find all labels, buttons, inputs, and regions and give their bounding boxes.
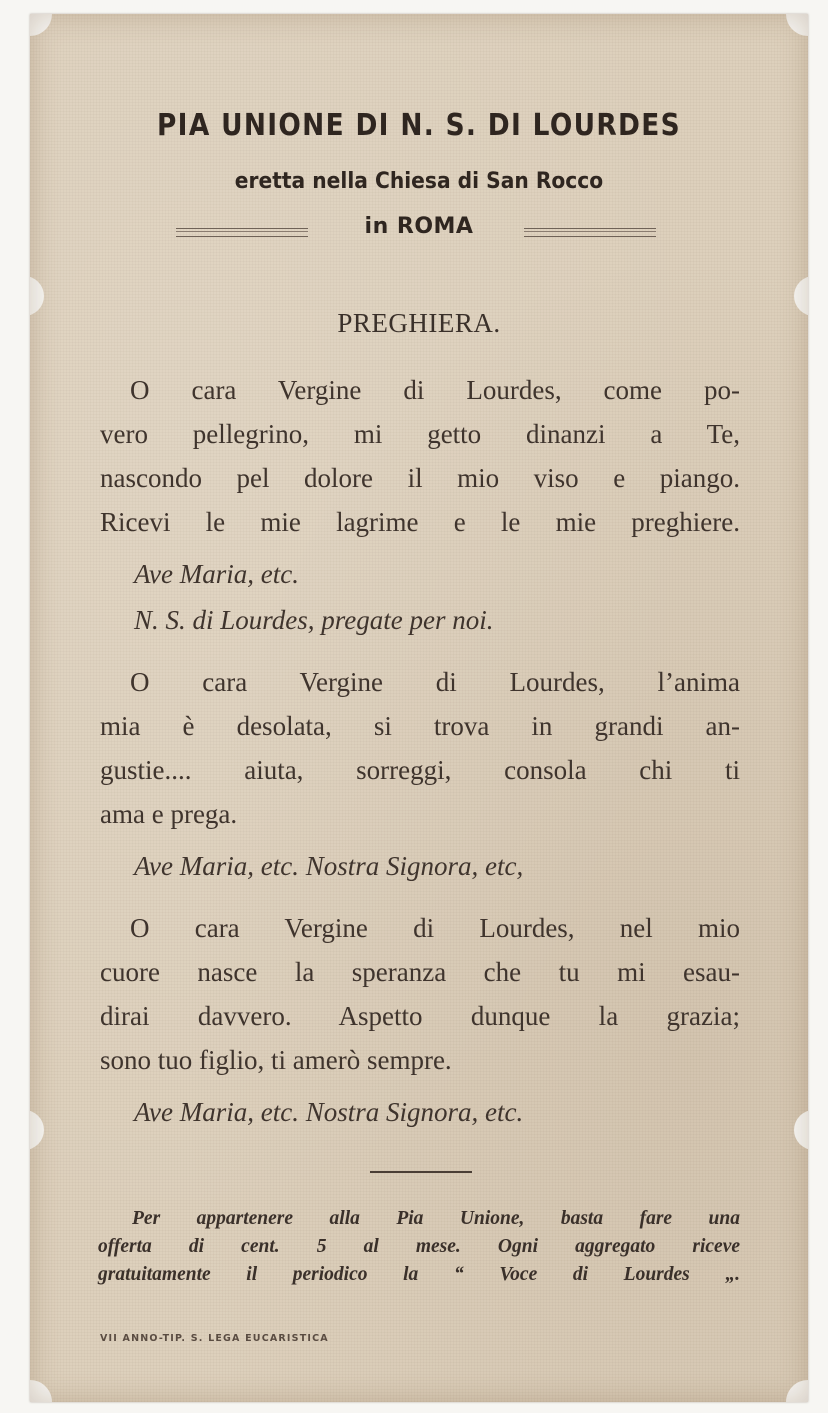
stanza-line: vero pellegrino, mi getto dinanzi a Te, bbox=[100, 419, 740, 449]
corner-cutout bbox=[30, 14, 52, 36]
corner-cutout bbox=[786, 14, 808, 36]
note-line: gratuitamente il periodico la “ Voce di Lourdes „. bbox=[98, 1264, 740, 1285]
edge-cutout bbox=[30, 1110, 44, 1150]
note-line: offerta di cent. 5 al mese. Ogni aggregato riceve bbox=[98, 1236, 740, 1257]
stanza-line: dirai davvero. Aspetto dunque la grazia; bbox=[100, 1001, 740, 1031]
section-divider bbox=[370, 1171, 472, 1173]
decorative-rule-right bbox=[524, 228, 656, 237]
note-line: Per appartenere alla Pia Unione, basta fare una bbox=[132, 1208, 740, 1229]
prayer-stanza-1 bbox=[100, 368, 740, 544]
stanza-line: O cara Vergine di Lourdes, nel mio bbox=[130, 913, 740, 943]
invocation-line: Ave Maria, etc. Nostra Signora, etc, bbox=[134, 851, 524, 881]
invocation-line: Ave Maria, etc. Nostra Signora, etc. bbox=[134, 1097, 524, 1127]
edge-cutout bbox=[794, 1110, 808, 1150]
stanza-line: Ricevi le mie lagrime e le mie preghiere. bbox=[100, 507, 740, 537]
stanza-line: ama e prega. bbox=[100, 799, 238, 829]
stanza-line: mia è desolata, si trova in grandi an- bbox=[100, 711, 740, 741]
membership-note bbox=[98, 1205, 740, 1289]
header-location: in ROMA bbox=[364, 214, 474, 239]
corner-cutout bbox=[30, 1380, 52, 1402]
stanza-line: gustie.... aiuta, sorreggi, consola chi ti bbox=[100, 755, 740, 785]
prayer-stanza-2 bbox=[100, 660, 740, 836]
stanza-line: O cara Vergine di Lourdes, come po- bbox=[130, 375, 740, 405]
corner-cutout bbox=[786, 1380, 808, 1402]
header-title: PIA UNIONE DI N. S. DI LOURDES bbox=[157, 108, 681, 143]
prayer-title: PREGHIERA. bbox=[337, 308, 501, 338]
header-subtitle: eretta nella Chiesa di San Rocco bbox=[234, 169, 604, 194]
stanza-line: cuore nasce la speranza che tu mi esau- bbox=[100, 957, 740, 987]
printer-imprint: VII ANNO-TIP. S. LEGA EUCARISTICA bbox=[100, 1333, 329, 1344]
invocation-line: N. S. di Lourdes, pregate per noi. bbox=[134, 605, 494, 635]
header-location-row bbox=[30, 214, 808, 248]
stanza-line: sono tuo figlio, ti amerò sempre. bbox=[100, 1045, 452, 1075]
stanza-line: O cara Vergine di Lourdes, l’anima bbox=[130, 667, 740, 697]
prayer-stanza-3 bbox=[100, 906, 740, 1082]
stanza-line: nascondo pel dolore il mio viso e piango. bbox=[100, 463, 740, 493]
prayer-card bbox=[30, 14, 808, 1402]
invocation-line: Ave Maria, etc. bbox=[134, 559, 299, 589]
